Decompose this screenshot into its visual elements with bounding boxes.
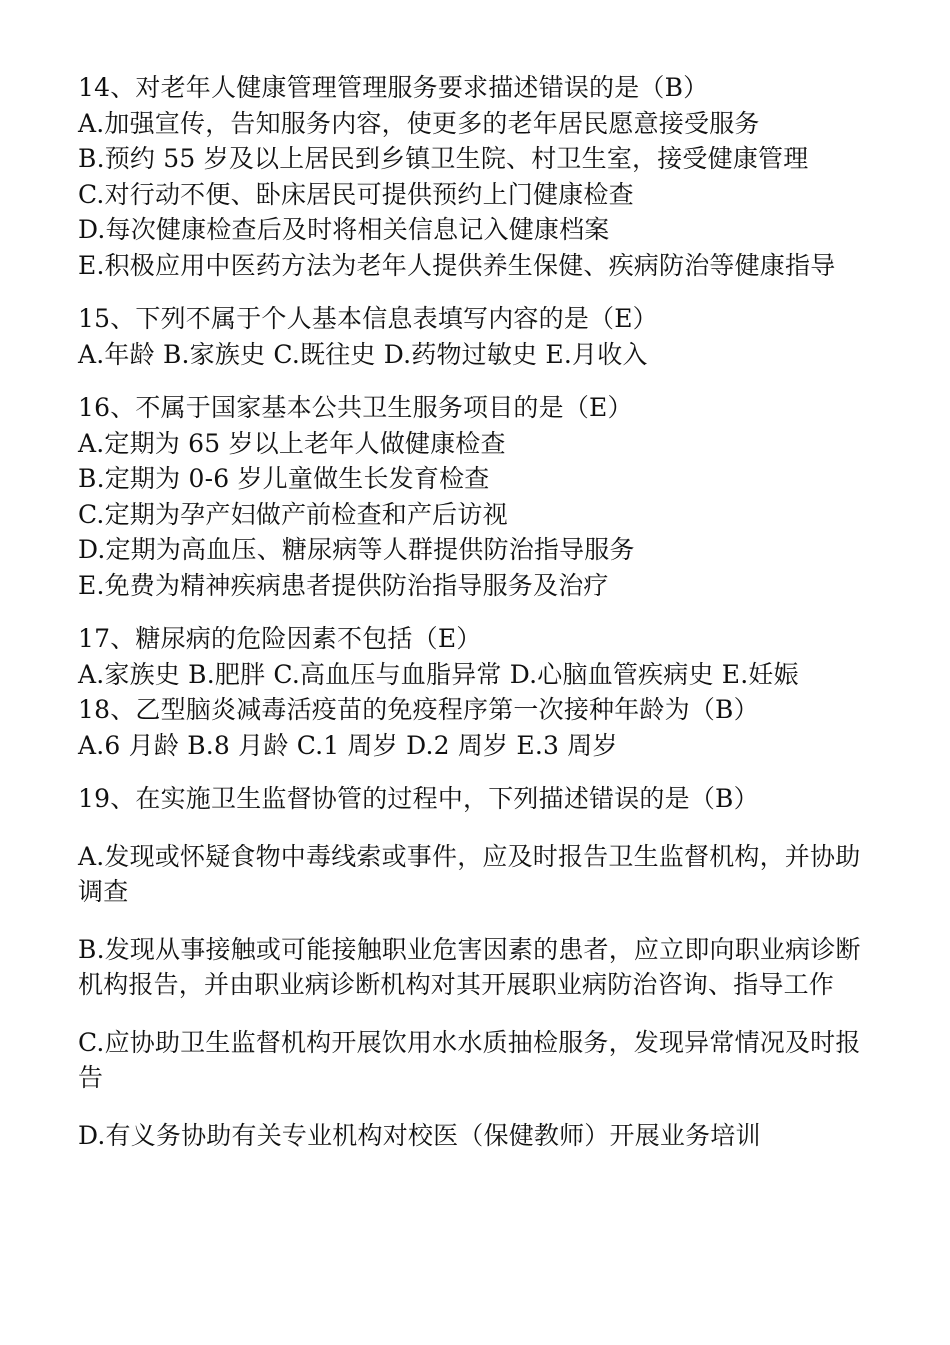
option-a: A.定期为 65 岁以上老年人做健康检查 [78, 428, 506, 458]
option-e: E.免费为精神疾病患者提供防治指导服务及治疗 [78, 570, 609, 600]
option-c: C.应协助卫生监督机构开展饮用水水质抽检服务，发现异常情况及时报告 [78, 1027, 861, 1092]
question-18 [78, 692, 883, 763]
option-b: B.发现从事接触或可能接触职业危害因素的患者，应立即向职业病诊断机构报告，并由职业病诊断机构对其开展职业病防治咨询、指导工作 [78, 934, 861, 999]
option-d: D.有义务协助有关专业机构对校医（保健教师）开展业务培训 [78, 1120, 761, 1150]
question-17 [78, 621, 883, 692]
question-stem: 16、不属于国家基本公共卫生服务项目的是（E） [78, 393, 633, 422]
question-14 [78, 70, 883, 283]
option-line: A.6 月龄 B.8 月龄 C.1 周岁 D.2 周岁 E.3 周岁 [78, 730, 618, 760]
option-line: A.家族史 B.肥胖 C.高血压与血脂异常 D.心脑血管疾病史 E.妊娠 [78, 659, 799, 689]
question-16 [78, 390, 883, 603]
question-stem: 14、对老年人健康管理管理服务要求描述错误的是（B） [78, 73, 709, 102]
question-stem: 19、在实施卫生监督协管的过程中，下列描述错误的是（B） [78, 784, 759, 813]
question-stem: 17、糖尿病的危险因素不包括（E） [78, 624, 482, 653]
question-19 [78, 781, 883, 1153]
option-b: B.定期为 0-6 岁儿童做生长发育检查 [78, 464, 490, 493]
question-stem: 18、乙型脑炎减毒活疫苗的免疫程序第一次接种年龄为（B） [78, 695, 759, 724]
document-page [78, 70, 883, 1153]
option-c: C.对行动不便、卧床居民可提供预约上门健康检查 [78, 179, 634, 209]
question-stem: 15、下列不属于个人基本信息表填写内容的是（E） [78, 304, 658, 333]
option-d: D.定期为高血压、糖尿病等人群提供防治指导服务 [78, 535, 635, 564]
question-15 [78, 301, 883, 372]
option-a: A.加强宣传，告知服务内容，使更多的老年居民愿意接受服务 [78, 108, 760, 138]
option-c: C.定期为孕产妇做产前检查和产后访视 [78, 499, 508, 529]
option-d: D.每次健康检查后及时将相关信息记入健康档案 [78, 215, 610, 244]
option-b: B.预约 55 岁及以上居民到乡镇卫生院、村卫生室，接受健康管理 [78, 144, 809, 173]
option-line: A.年龄 B.家族史 C.既往史 D.药物过敏史 E.月收入 [78, 339, 648, 369]
option-e: E.积极应用中医药方法为老年人提供养生保健、疾病防治等健康指导 [78, 250, 836, 280]
option-a: A.发现或怀疑食物中毒线索或事件，应及时报告卫生监督机构，并协助调查 [78, 841, 861, 906]
